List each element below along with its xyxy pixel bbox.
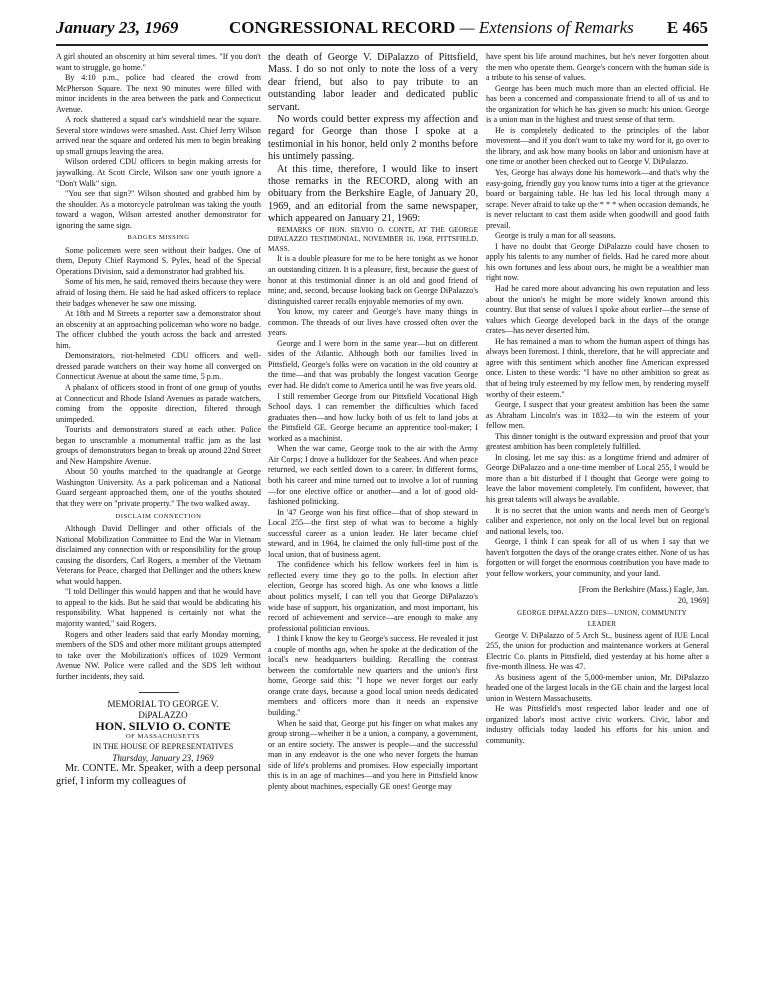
- memorial-title-line-1: MEMORIAL TO GEORGE V.: [107, 699, 219, 710]
- paragraph: A rock shattered a squad car's windshield near the square. Several store windows were smashed. Asst. Chief Jerry Wilson arrived near the square and ordered his men to begin breaking up small groups leaving the area.: [56, 115, 261, 156]
- paragraph: At 18th and M Streets a reporter saw a demonstrator shout an obscenity at an approaching policeman who wore no badge. The officer clubbed the youth across the back and arrested him.: [56, 309, 261, 350]
- column-2: [268, 52, 478, 982]
- representative-state: OF MASSACHUSETTS: [125, 732, 201, 740]
- representative-name: HON. SILVIO O. CONTE: [95, 719, 231, 734]
- paragraph: About 50 youths marched to the quadrangle at George Washington University. As a park policeman and a National Guard sergeant approached them, one of the youths shouted that they were on "private property." The two walked away.: [56, 467, 261, 508]
- memorial-title-line-2: DiPALAZZO: [138, 710, 188, 721]
- lead-paragraph: the death of George V. DiPalazzo of Pittsfield, Mass. I do so not only to note the loss of a very dear friend, but also to pay tribute to an outstanding labor leader and dedicated public servant.: [268, 52, 478, 113]
- paragraph: As business agent of the 5,000-member union, Mr. DiPalazzo headed one of the largest locals in the GE chain and the largest local union in Western Massachusetts.: [486, 672, 709, 703]
- paragraph: I think I know the key to George's success. He revealed it just a couple of months ago, when he spoke at the dedication of the local's new headquarters building. Recalling the contrast between the comfortable new quarters and the union's first home, George said this: "I hope we never forget our early orange crate days, because a good local union needs dedicated members and officers more than it needs an expensive building.": [268, 634, 478, 717]
- paragraph: This dinner tonight is the outward expression and proof that your greatest ambition has been completely fulfilled.: [486, 431, 709, 452]
- obituary-headline-line-1: GEORGE DIPALAZZO DIES—UNION, COMMUNITY: [517, 610, 687, 618]
- paragraph: "I told Dellinger this would happen and that he would have to appeal to the kids. But he said that would be abdicating his responsibility. What happened is certainly not what the majority wanted," said Rogers.: [56, 587, 261, 628]
- paragraph: It is a double pleasure for me to be here tonight as we honor an outstanding citizen. It is a pleasure, first, because the guest of honor at this testimonial dinner is an old and good friend of mine; and, second, because looking back on George DiPalazzo's distinguished career recalls enjoyable memories of my own.: [268, 254, 478, 306]
- page-header: [56, 18, 708, 46]
- paragraph: By 4:10 p.m., police had cleared the crowd from McPherson Square. The next 90 minutes were filled with minor incidents in the area between the park and Connecticut Avenue.: [56, 73, 261, 114]
- paragraph: In '47 George won his first office—that of shop steward in Local 255—the first step of what was to become a highly successful career as a union leader. He later became chief steward, and in 1964, he claimed the only full-time post of the local union, that of business agent.: [268, 507, 478, 559]
- section-name: — Extensions of Remarks: [459, 18, 634, 37]
- paragraph: Some policemen were seen without their badges. One of them, Deputy Chief Raymond S. Pyles, head of the Special Operations Division, said a demonstrator had grabbed his.: [56, 245, 261, 276]
- paragraph: Yes, George has always done his homework—and that's why the easy-going, friendly guy you know turns into a tiger at the grievance board or bargaining table. He has led his local through many a scrape. Never afraid to take up the * * * when occasion demands, he is never reluctant to cast them aside when goodwill and good faith prevail.: [486, 168, 709, 230]
- paragraph: George V. DiPalazzo of 5 Arch St., business agent of IUE Local 255, the union for production and maintenance workers at General Electric Co. plants in Pittsfield, died yesterday at his home after a five-month illness. He was 47.: [486, 630, 709, 672]
- paragraph: He has remained a man to whom the human aspect of things has always been foremost. I think, therefore, that he will appreciate and agree with this sentiment which another fine American expressed once. Listen to these words: "I have no other ambition so great as that of being truly esteemed by my fellow men, by rendering myself worthy of their esteem.": [486, 336, 709, 399]
- column-1: [56, 52, 261, 982]
- paragraph: You know, my career and George's have many things in common. The threads of our lives have crossed often over the years.: [268, 307, 478, 338]
- page-number: E 465: [666, 18, 708, 37]
- subheading-disclaim-connection: DISCLAIM CONNECTION: [115, 512, 202, 520]
- obituary-headline-line-2: LEADER: [587, 620, 617, 628]
- paragraph: Rogers and other leaders said that early Monday morning, members of the SDS and other more militant groups attempted to take over the Mobilization's offices of 1029 Vermont Avenue NW. Police were called and the SDS left without further incidents, they said.: [56, 629, 261, 681]
- paragraph: George, I think I can speak for all of us when I say that we haven't forgotten the days of the orange crates either. None of us has forgotten or will forget the enormous contribution you have made to your fellow workers, your community, and your land.: [486, 537, 709, 578]
- header-title: [229, 18, 634, 38]
- subheading-badges-missing: BADGES MISSING: [127, 234, 190, 242]
- paragraph: George, I suspect that your greatest ambition has been the same as Abraham Lincoln's was in 1832—to win the esteem of your fellow men.: [486, 400, 709, 431]
- paragraph: A phalanx of officers stood in front of one group of youths at Connecticut and Rhode Island Avenues as parade watchers, coming from the opposite direction, filtered through unimpeded.: [56, 382, 261, 424]
- paragraph: have spent his life around machines, but he's never forgotten about the men who operate them. George's concern with the human side is a tribute to his sense of values.: [486, 52, 709, 83]
- paragraph: George is truly a man for all seasons.: [495, 231, 616, 241]
- publication-name: CONGRESSIONAL RECORD: [229, 18, 456, 37]
- paragraph: Tourists and demonstrators stared at each other. Police began to unscramble a monumental traffic jam as the last groups of demonstrators began to break up around 22nd Street and New Hampshire Avenue.: [56, 425, 261, 466]
- paragraph: George and I were born in the same year—but on different sides of the Atlantic. Although both our families lived in Pittsfield, George's folks were on vacation in the old country at the time—and that was probably the longest vacation George ever had. He didn't come to America until he was five years old.: [268, 338, 478, 391]
- paragraph: I still remember George from our Pittsfield Vocational High School days. I can remember the difficulties which faced graduates then—and how lucky both of us felt to land jobs at the Pittsfield GE. George became an apprentice tool-maker; I worked as a machinist.: [268, 391, 478, 443]
- header-date: January 23, 1969: [56, 18, 179, 37]
- section-divider: [139, 692, 179, 693]
- remarks-date: Thursday, January 23, 1969: [112, 752, 214, 763]
- paragraph: Wilson ordered CDU officers to begin making arrests for jaywalking. At Scott Circle, Wilson saw one youth ignore a "Don't Walk" sign.: [56, 157, 261, 188]
- source-citation: [486, 585, 709, 606]
- source-citation-line-2: 20, 1969]: [677, 595, 709, 605]
- paragraph: He is completely dedicated to the principles of the labor movement—and if you don't want to take my word for it, go over to the library, and ask how many books on labor and unionism have at one time or another been checked out to George V. DiPalazzo.: [486, 125, 709, 167]
- paragraph: George has been much much more than an elected official. He has been a concerned and compassionate friend to all of us and to the organization for which he has given so much: his union. George is a union man in the highest and truest sense of that term.: [486, 83, 709, 125]
- remarks-heading: REMARKS OF HON. SILVIO O. CONTE, AT THE GEORGE DIPALAZZO TESTIMONIAL, NOVEMBER 16, 1968, PITTSFIELD, MASS.: [268, 225, 478, 253]
- paragraph: Although David Dellinger and other officials of the National Mobilization Committee to End the War in Vietnam disclaimed any connection with or responsibility for the group causing the disorders, Carl Rogers, a member of the Vietnam Veterans for Peace, charged that Dellinger and the others knew what would happen.: [56, 524, 261, 586]
- lead-paragraph: No words could better express my affection and regard for George than those I spoke at a testimonial in his honor, held only 2 months before his untimely passing.: [268, 114, 478, 163]
- paragraph: Some of his men, he said, removed theirs because they were afraid of losing them. He said he had asked officers to replace their badges whenever he saw one missing.: [56, 277, 261, 308]
- paragraph: I have no doubt that George DiPalazzo could have chosen to apply his talents to any number of fields. Had he cared more about his own fortunes and less about ours, he might be a wealthier man right now.: [486, 241, 709, 283]
- column-3: [486, 52, 709, 982]
- lead-paragraph: Mr. CONTE. Mr. Speaker, with a deep personal grief, I inform my colleagues of: [56, 763, 261, 787]
- paragraph: When the war came, George took to the air with the Army Air Corps; I drove a bulldozer for the Seabees. And when peace returned, we each settled down to a career. In different forms, both his career and mine turned out to involve a lot of running—for one elective office or another—and a lot of good old-fashioned politicking.: [268, 444, 478, 507]
- paragraph: Demonstrators, riot-helmeted CDU officers and well-dressed parade watchers on their way home all converged on Connecticut Avenue at about the same time, 5 p.m.: [56, 351, 261, 382]
- paragraph: Had he cared more about advancing his own reputation and less about the union's he might be more widely known around this country. But that sense of values I spoke about earlier—the sense of values which George developed back in the days of the orange crates—has never deserted him.: [486, 284, 709, 336]
- paragraph: It is no secret that the union wants and needs men of George's caliber and experience, not only on the local level but on regional and national levels, too.: [486, 505, 709, 536]
- chamber-name: IN THE HOUSE OF REPRESENTATIVES: [92, 742, 234, 752]
- paragraph: A girl shouted an obscenity at him several times. "If you don't want to struggle, go home.": [56, 52, 261, 72]
- paragraph: In closing, let me say this: as a longtime friend and admirer of George DiPalazzo and a one-time member of Local 255, I would be more than a bit disturbed if I thought that George were going to leave the labor movement completely. I'm confident, however, that his great talents will always be available.: [486, 452, 709, 504]
- paragraph: "You see that sign?" Wilson shouted and grabbed him by the shoulder. As a motorcycle patrolman was taking the youth toward a wagon, Wilson arrested another demonstrator for ignoring the same sign.: [56, 189, 261, 230]
- paragraph: He was Pittsfield's most respected labor leader and one of organized labor's most active civic workers. Civic, labor and industry officials today lauded his efforts for his union and community.: [486, 704, 709, 745]
- source-citation-line-1: [From the Berkshire (Mass.) Eagle, Jan.: [579, 585, 709, 595]
- paragraph: The confidence which his fellow workers feel in him is reflected every time they go to the polls. In election after election, George has scored high. As one who knows a little about politics myself, I can tell you that George DiPalazzo's wide base of support, his organization, and most important, his record of achievement and service—are enough to make any professional politician envious.: [268, 560, 478, 633]
- paragraph: When he said that, George put his finger on what makes any group strong—whether it be a union, a company, a government, or an entire society. The answer is people—and the successful man in any endeavor is the one who never forgets the human side of life's problems and promises. How especially important this is in an age of machines—and you here in Pittsfield know plenty about machines, especially GE ones! George may: [268, 718, 478, 791]
- lead-paragraph: At this time, therefore, I would like to insert those remarks in the RECORD, along with an obituary from the Berkshire Eagle, of January 20, 1969, and an editorial from the same newspaper, which appeared on January 21, 1969:: [268, 163, 478, 225]
